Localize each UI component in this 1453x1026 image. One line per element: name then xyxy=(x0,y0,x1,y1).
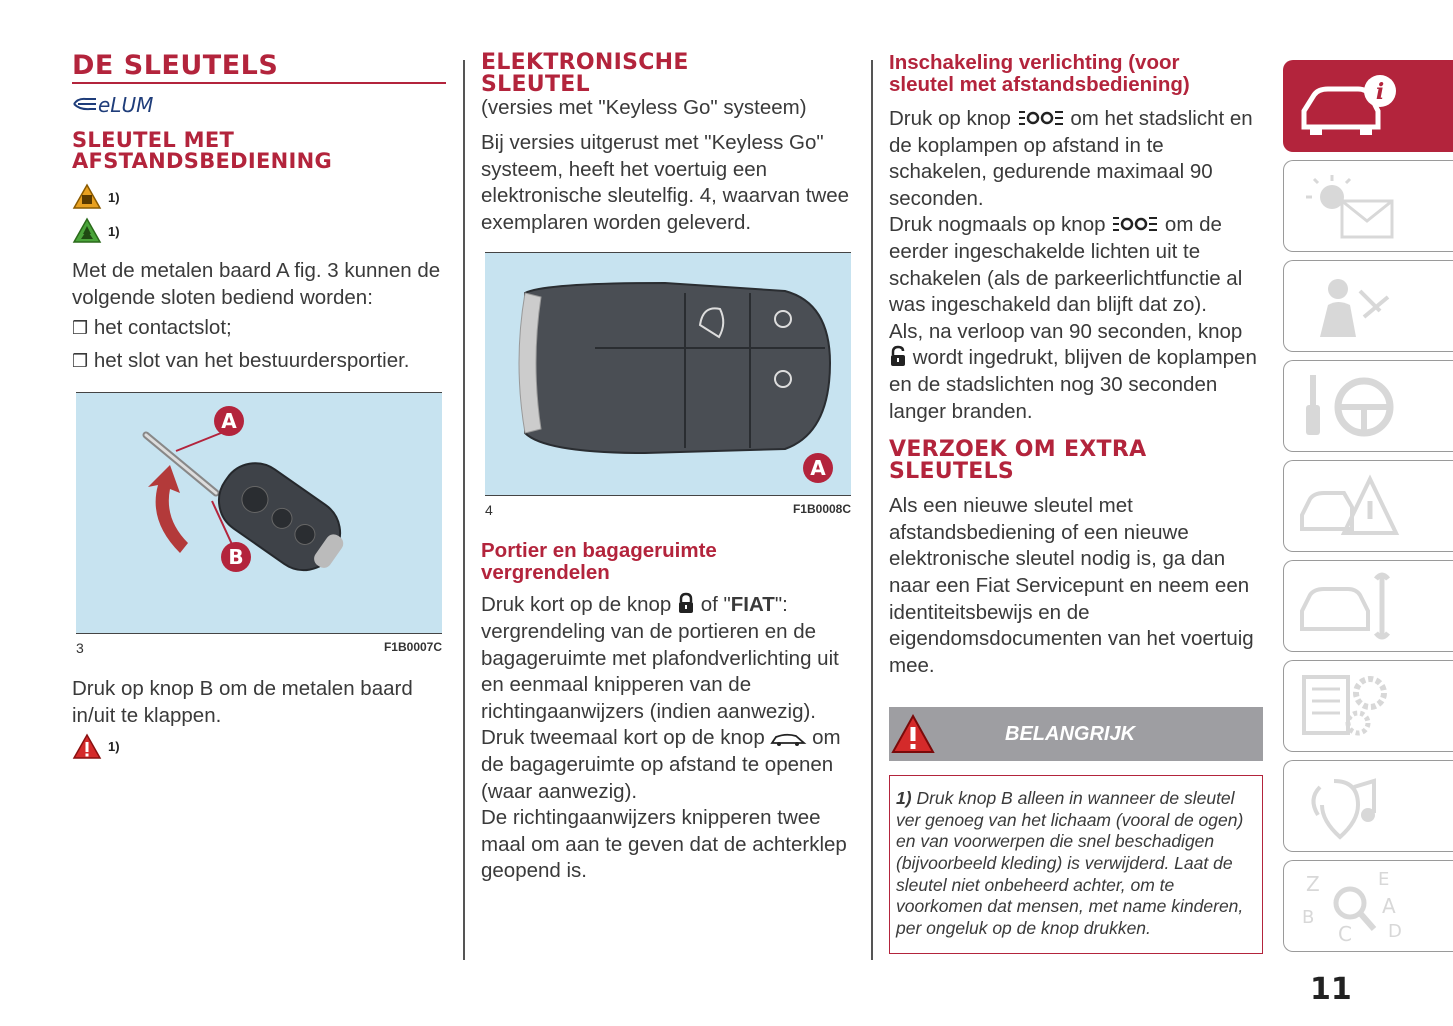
svg-text:A: A xyxy=(1382,894,1396,918)
tab-car-info[interactable] xyxy=(1283,60,1453,152)
column-1 xyxy=(72,52,446,764)
body-text: Als, na verloop van 90 seconden, knop wordt ingedrukt, blijven de koplampen en de stadslichten nog 30 seconden langer branden. xyxy=(889,319,1257,423)
body-text: Druk op knop B om de metalen baard in/uit te klappen. xyxy=(72,677,413,727)
tab-index[interactable] xyxy=(1283,860,1453,952)
svg-text:B: B xyxy=(1302,907,1315,928)
index-icon xyxy=(1298,869,1402,946)
warning-text: 1) Druk knop B alleen in wanneer de sleutel ver genoeg van het lichaam (vooral de ogen) en van voorwerpen die snel beschadigen (bijvoorbeeld kleding) is verwijderd. Laat de sleutel niet onbeheerd achter, om te voorkomen dat mensen, met name kinderen, per ongeluk op de knop drukken. xyxy=(896,788,1244,938)
svg-text:C: C xyxy=(1338,922,1352,946)
figure-caption: 4 F1B0008C xyxy=(485,502,851,519)
fuel-warning-icon xyxy=(72,183,102,211)
column-divider xyxy=(871,60,873,960)
section-title: ELEKTRONISCHE SLEUTEL xyxy=(481,50,689,97)
flip-key-illustration xyxy=(76,393,442,633)
warning-header xyxy=(889,707,1263,761)
body-text: De richtingaanwijzers knipperen twee maal om aan te geven dat de achterklep geopend is. xyxy=(481,806,847,883)
environment-note: 1) xyxy=(72,214,446,248)
warning-lights-icon xyxy=(1298,171,1398,241)
svg-text:E: E xyxy=(1378,869,1390,890)
danger-note: 1) xyxy=(72,730,446,764)
warning-label: BELANGRIJK xyxy=(1005,722,1136,745)
list-item: ❒ het contactslot; xyxy=(72,316,232,340)
tab-safety[interactable] xyxy=(1283,260,1453,352)
fuel-note: 1) xyxy=(72,180,446,214)
column-3 xyxy=(889,52,1263,954)
svg-text:i: i xyxy=(1375,79,1385,105)
trunk-icon xyxy=(770,731,806,747)
body-text: Druk kort op de knop of "FIAT": vergrendeling van de portieren en de bagageruimte met plafondverlichting uit en eenmaal knipperen van de richtingaanwijzers (indien aanwezig). xyxy=(481,593,839,723)
body-text: Als een nieuwe sleutel met afstandsbediening of een nieuwe elektronische sleutel nodig is, ga dan naar een Fiat Servicepunt en neem een identiteitsbewijs en de eigendomsdocumenten van het voertuig mee. xyxy=(889,494,1254,677)
lights-icon xyxy=(1111,214,1159,234)
tab-maintenance[interactable] xyxy=(1283,560,1453,652)
body-text: Druk op knop om het stadslicht en de koplampen op afstand in te schakelen, gedurende maximaal 90 seconden. xyxy=(889,107,1253,210)
section-subtitle: (versies met "Keyless Go" systeem) xyxy=(481,96,807,119)
danger-icon xyxy=(72,733,102,761)
tab-technical-data[interactable] xyxy=(1283,660,1453,752)
steering-wheel-icon xyxy=(1298,371,1398,441)
body-text: Druk nogmaals op knop om de eerder ingeschakelde lichten uit te schakelen (als de parkeerlichtfunctie al was ingeschakeld dan blijft dat zo). xyxy=(889,213,1243,317)
safety-icon xyxy=(1298,271,1398,341)
tab-warning-lights[interactable] xyxy=(1283,160,1453,252)
label-a: A xyxy=(221,409,237,434)
elum-icon xyxy=(72,90,446,124)
danger-icon xyxy=(891,714,935,754)
section-title: SLEUTEL MET AFSTANDSBEDIENING xyxy=(72,128,333,173)
figure-4 xyxy=(485,252,851,496)
environment-icon xyxy=(72,217,102,245)
tab-driving[interactable] xyxy=(1283,360,1453,452)
warning-box xyxy=(889,775,1263,954)
list-item: ❒ het slot van het bestuurdersportier. xyxy=(72,348,410,372)
figure-caption: 3 F1B0007C xyxy=(76,640,442,657)
page-number: 11 xyxy=(1310,972,1352,1007)
lock-icon xyxy=(677,592,695,614)
svg-text:D: D xyxy=(1388,921,1402,942)
tab-emergency[interactable] xyxy=(1283,460,1453,552)
car-info-icon xyxy=(1298,71,1398,141)
multimedia-icon xyxy=(1298,771,1398,841)
svg-text:eLUM: eLUM xyxy=(98,93,154,117)
svg-text:Z: Z xyxy=(1306,872,1320,896)
body-text: Druk tweemaal kort op de knop om de bagageruimte op afstand te openen (waar aanwezig). xyxy=(481,726,841,803)
smart-key-illustration xyxy=(485,253,851,495)
lights-icon xyxy=(1017,108,1065,128)
intro-text: Met de metalen baard A fig. 3 kunnen de volgende sloten bediend worden: xyxy=(72,259,441,309)
page-title: DE SLEUTELS xyxy=(72,50,279,81)
section-title: Portier en bagageruimte vergrendelen xyxy=(481,539,717,585)
maintenance-icon xyxy=(1298,571,1398,641)
technical-data-icon xyxy=(1298,671,1398,741)
title-rule xyxy=(72,82,446,84)
column-divider xyxy=(463,60,465,960)
label-b: B xyxy=(228,545,244,570)
section-title: VERZOEK OM EXTRA SLEUTELS xyxy=(889,437,1147,485)
tab-multimedia[interactable] xyxy=(1283,760,1453,852)
column-2 xyxy=(481,52,853,885)
unlock-icon xyxy=(889,345,907,367)
section-title: Inschakeling verlichting (voor sleutel met afstandsbediening) xyxy=(889,51,1190,96)
intro-text: Bij versies uitgerust met "Keyless Go" systeem, heeft het voertuig een elektronische sleutelfig. 4, waarvan twee exemplaren worden geleverd. xyxy=(481,131,850,234)
label-a: A xyxy=(810,456,826,481)
emergency-icon xyxy=(1298,471,1398,541)
figure-3 xyxy=(76,392,442,634)
